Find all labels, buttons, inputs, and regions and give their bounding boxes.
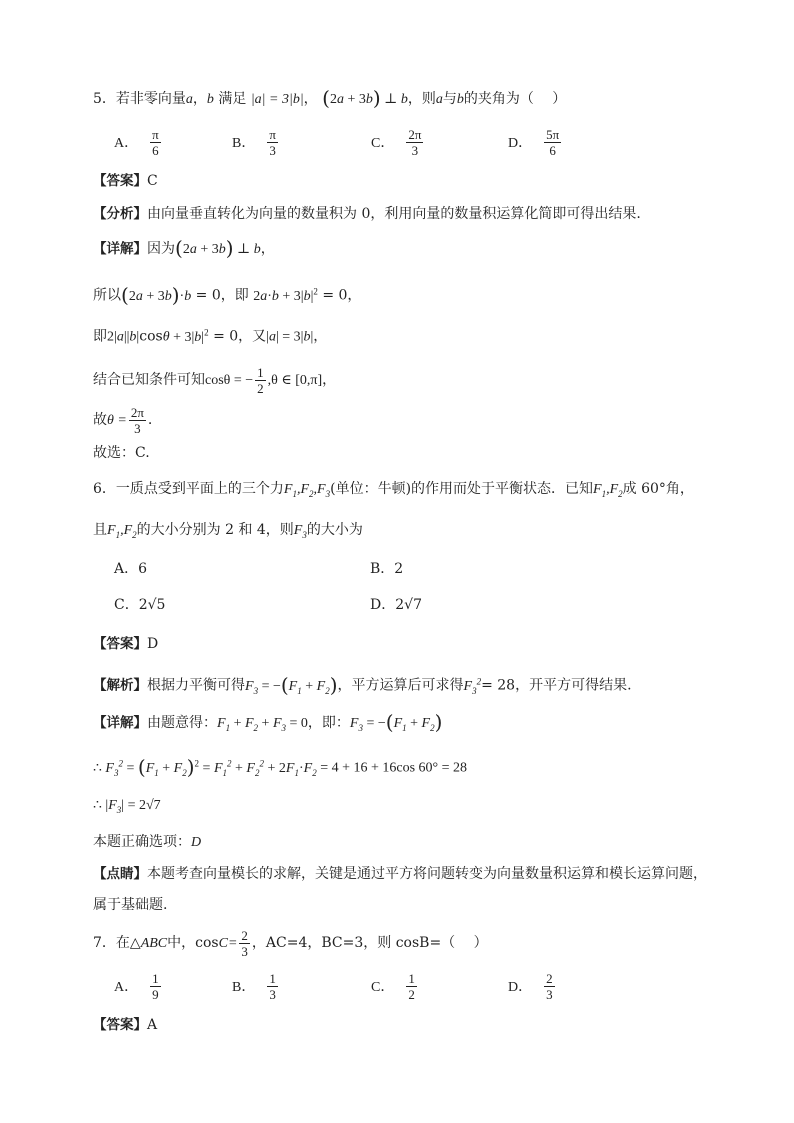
q5-detail-1: 【详解】因为(2a + 3b) ⊥ b，: [93, 236, 275, 260]
q7-option-d[interactable]: D． $\frac{2}{3}$: [508, 970, 553, 1002]
q5-detail-4: 结合已知条件可知cosθ = − $\frac{1}{2}$ ,θ ∈ [0,π]，: [93, 364, 337, 396]
q6-detail-3: ∴ $|F_3| = 2√7$: [93, 798, 161, 815]
q5-options: [114, 124, 714, 160]
q6-detail-1: 【详解】由题意得：$F_1 + F_2 + F_3 = 0$，即：$F_3 = -(F_1 + F_2)$: [93, 710, 443, 734]
q6-stem-1: 6．一质点受到平面上的三个力$F_1,F_2,F_3$(单位：牛顿)的作用而处于平衡状态．已知$F_1,F_2$成 60°角，: [93, 481, 694, 499]
q6-option-c[interactable]: C．2√5: [114, 597, 166, 613]
q5-option-d[interactable]: D． $\frac{5\pi}{6}$: [508, 126, 560, 158]
q6-correct: 本题正确选项：D: [93, 834, 202, 850]
q7-option-c[interactable]: C． $\frac{1}{2}$: [371, 970, 415, 1002]
q6-comment-2: 属于基础题.: [93, 897, 168, 913]
q5-stem: 5．若非零向量a，b 满足 |a| = 3|b|， (2a + 3b) ⊥ b，则a与b的夹角为（ ）: [93, 86, 567, 110]
q7-stem: 7．在△ABC中，cosC= $\frac{2}{3}$ ，AC=4，BC=3，则 cosB=（ ）: [93, 927, 488, 959]
q5-detail-3: 即$2|a||b|\cos\theta + 3|b|^2 = 0$，又|a| = 3|b|，: [93, 327, 328, 345]
q6-analysis: 【解析】根据力平衡可得$F_3 = -(F_1 + F_2)$，平方运算后可求得$F_3^2= 28$，开平方可得结果.: [93, 672, 632, 697]
q5-answer: 【答案】C: [93, 173, 158, 189]
q6-stem-2: 且$F_1,F_2$的大小分别为 2 和 4，则$F_3$的大小为: [93, 522, 363, 540]
q5-option-c[interactable]: C． $\frac{2\pi}{3}$: [371, 126, 422, 158]
q5-option-a[interactable]: A． $\frac{\pi}{6}$: [114, 126, 159, 158]
q5-detail-6: 故选：C.: [93, 445, 150, 461]
q6-option-b[interactable]: B．2: [370, 561, 404, 577]
q5-detail-5: 故θ = $\frac{2\pi}{3}$ .: [93, 404, 153, 436]
q6-answer: 【答案】D: [93, 636, 159, 652]
q5-detail-2: 所以(2a + 3b)·b = 0，即 $2a\cdot b + 3|b|^2 = 0$，: [93, 282, 362, 307]
q6-option-d[interactable]: D．2√7: [370, 597, 422, 613]
q6-option-a[interactable]: A．6: [114, 561, 148, 577]
q7-option-a[interactable]: A． $\frac{1}{9}$: [114, 970, 159, 1002]
q5-option-b[interactable]: B． $\frac{\pi}{3}$: [232, 126, 276, 158]
q7-option-b[interactable]: B． $\frac{1}{3}$: [232, 970, 276, 1002]
q6-detail-2: ∴ $F_3^2 = (F_1 + F_2)^2 = F_1^2 + F_2^2 + 2F_1\cdot F_2 = 4 + 16 + 16\cos$ 60° = 28: [93, 754, 468, 779]
q7-answer: 【答案】A: [93, 1017, 158, 1033]
q7-options: [114, 968, 714, 1004]
q6-comment-1: 【点睛】本题考查向量模长的求解，关键是通过平方将问题转变为向量数量积运算和模长运算问题，: [93, 866, 707, 882]
q5-analysis: 【分析】由向量垂直转化为向量的数量积为 0，利用向量的数量积运算化简即可得出结果.: [93, 206, 641, 222]
